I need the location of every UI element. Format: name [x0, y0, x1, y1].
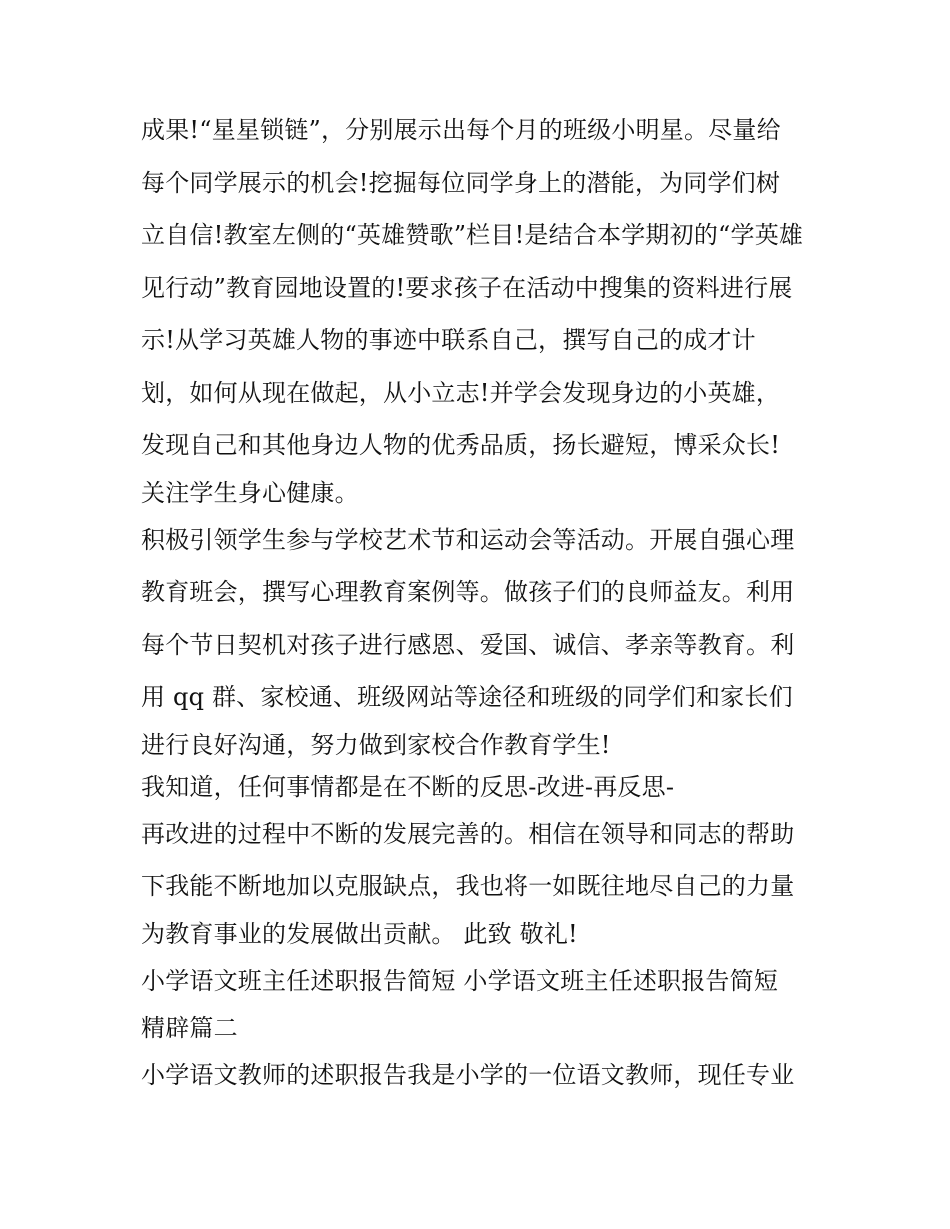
text-line: 再改进的过程中不断的发展完善的。相信在领导和同志的帮助: [141, 819, 795, 848]
text-line: 积极引领学生参与学校艺术节和运动会等活动。开展自强心理: [141, 525, 795, 554]
text-line: 小学语文教师的述职报告我是小学的一位语文教师，现任专业: [141, 1061, 795, 1089]
text-line: 示!从学习英雄人物的事迹中联系自己，撰写自己的成才计: [141, 326, 756, 354]
document-body: [141, 104, 821, 1102]
text-line: 用 qq 群、家校通、班级网站等途径和班级的同学们和家长们: [141, 683, 793, 711]
text-line: 成果!“星星锁链”，分别展示出每个月的班级小明星。尽量给: [141, 116, 781, 144]
section-heading-line: 小学语文班主任述职报告简短 小学语文班主任述职报告简短: [141, 966, 779, 995]
text-line: 为教育事业的发展做出贡献。 此致 敬礼!: [141, 919, 578, 948]
text-line: 关注学生身心健康。: [141, 478, 359, 507]
text-line: 每个节日契机对孩子进行感恩、爱国、诚信、孝亲等教育。利: [141, 630, 795, 659]
text-line: 见行动”教育园地设置的!要求孩子在活动中搜集的资料进行展: [141, 273, 793, 302]
section-heading-line: 精辟篇二: [141, 1014, 238, 1042]
text-line: 进行良好沟通，努力做到家校合作教育学生!: [141, 730, 611, 759]
text-line: 发现自己和其他身边人物的优秀品质，扬长避短，博采众长!: [141, 431, 781, 459]
text-line: 每个同学展示的机会!挖掘每位同学身上的潜能，为同学们树: [141, 168, 781, 197]
text-line: 教育班会，撰写心理教育案例等。做孩子们的良师益友。利用: [141, 578, 795, 606]
text-line: 划，如何从现在做起，从小立志!并学会发现身边的小英雄，: [141, 378, 781, 407]
text-line: 我知道，任何事情都是在不断的反思-改进-再反思-: [141, 772, 675, 801]
text-line: 下我能不断地加以克服缺点，我也将一如既往地尽自己的力量: [141, 872, 795, 900]
text-line: 立自信!教室左侧的“英雄赞歌”栏目!是结合本学期初的“学英雄: [141, 221, 804, 249]
